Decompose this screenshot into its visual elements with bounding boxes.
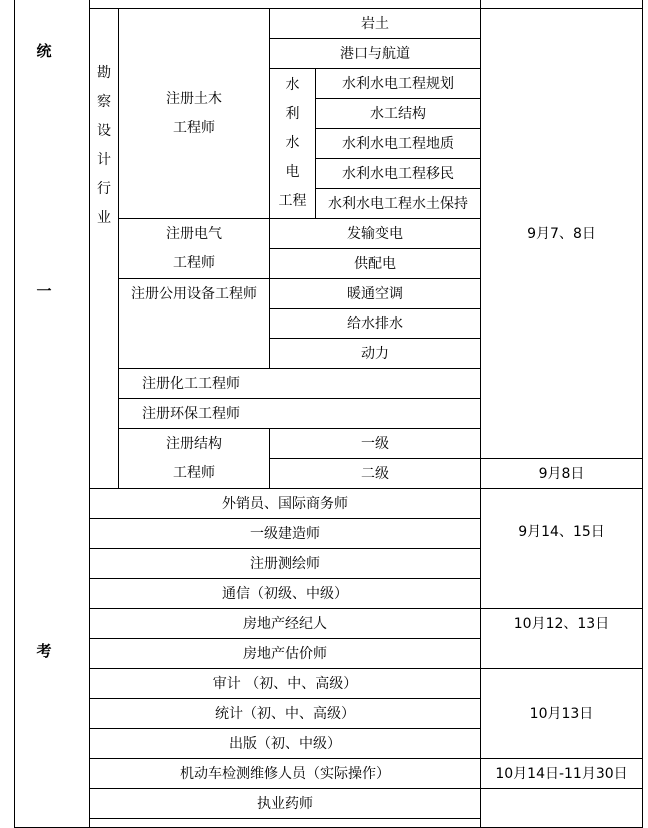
structural-level-1: 一级 <box>269 428 481 459</box>
industry-group-label <box>89 8 119 489</box>
water-char: 利 <box>285 106 300 122</box>
water-char: 水 <box>285 77 300 93</box>
exam-audit: 审计 （初、中、高级） <box>89 668 481 699</box>
industry-char: 行 <box>97 181 111 197</box>
exam-surveyor: 注册测绘师 <box>89 548 481 579</box>
structural-engineer-label <box>118 428 270 489</box>
exam-constructor: 一级建造师 <box>89 518 481 549</box>
specialty-rock: 岩土 <box>269 8 481 39</box>
category-char-3: 考 <box>36 642 52 660</box>
industry-char: 业 <box>97 210 111 226</box>
civil-label-line1: 注册土木 <box>166 90 222 107</box>
environmental-engineer-text: 注册环保工程师 <box>142 405 240 422</box>
category-char-2: 一 <box>36 282 52 300</box>
water-item-planning: 水利水电工程规划 <box>315 68 481 99</box>
water-item-structure: 水工结构 <box>315 98 481 129</box>
date-cell: 10月13日 <box>480 668 643 759</box>
category-char-1: 统 <box>36 42 52 60</box>
specialty-port: 港口与航道 <box>269 38 481 69</box>
exam-vehicle-inspection: 机动车检测维修人员（实际操作） <box>89 758 481 789</box>
exam-statistics: 统计（初、中、高级） <box>89 698 481 729</box>
exam-publishing: 出版（初、中级） <box>89 728 481 759</box>
electrical-label-line1: 注册电气 <box>166 225 222 242</box>
specialty-power: 动力 <box>269 338 481 369</box>
water-char: 水 <box>285 135 300 151</box>
structural-level-2: 二级 <box>269 458 481 489</box>
civil-label-line2: 工程师 <box>173 119 215 136</box>
public-equipment-label: 注册公用设备工程师 <box>118 278 270 369</box>
industry-char: 设 <box>97 123 111 139</box>
water-conservancy-label <box>269 68 316 219</box>
date-cell: 10月14日-11月30日 <box>480 758 643 789</box>
water-item-soil-conservation: 水利水电工程水土保持 <box>315 188 481 219</box>
exam-row-partial <box>89 818 481 828</box>
chemical-engineer-label <box>118 368 481 399</box>
date-cell: 10月12、13日 <box>480 608 643 669</box>
exam-telecom: 通信（初级、中级） <box>89 578 481 609</box>
water-char: 工程 <box>278 193 307 209</box>
specialty-hvac: 暖通空调 <box>269 278 481 309</box>
water-item-migration: 水利水电工程移民 <box>315 158 481 189</box>
environmental-engineer-label <box>118 398 481 429</box>
specialty-power-generation: 发输变电 <box>269 218 481 249</box>
exam-pharmacist: 执业药师 <box>89 788 481 819</box>
exam-real-estate-appraiser: 房地产估价师 <box>89 638 481 669</box>
structural-label-line1: 注册结构 <box>166 435 222 452</box>
chemical-engineer-text: 注册化工工程师 <box>142 375 240 392</box>
date-cell: 9月14、15日 <box>480 488 643 609</box>
date-cell: 9月7、8日 <box>480 8 643 459</box>
civil-engineer-label <box>118 8 270 219</box>
water-char: 电 <box>285 164 300 180</box>
industry-char: 计 <box>97 152 111 168</box>
exam-foreign-sales: 外销员、国际商务师 <box>89 488 481 519</box>
industry-char: 勘 <box>97 65 111 81</box>
industry-char: 察 <box>97 94 111 110</box>
specialty-power-distribution: 供配电 <box>269 248 481 279</box>
exam-real-estate-agent: 房地产经纪人 <box>89 608 481 639</box>
electrical-label-line2: 工程师 <box>173 254 215 271</box>
electrical-engineer-label <box>118 218 270 279</box>
specialty-water-supply: 给水排水 <box>269 308 481 339</box>
structural-label-line2: 工程师 <box>173 464 215 481</box>
date-cell-empty <box>480 788 643 828</box>
category-column <box>14 0 90 828</box>
water-item-geology: 水利水电工程地质 <box>315 128 481 159</box>
date-cell: 9月8日 <box>480 458 643 489</box>
